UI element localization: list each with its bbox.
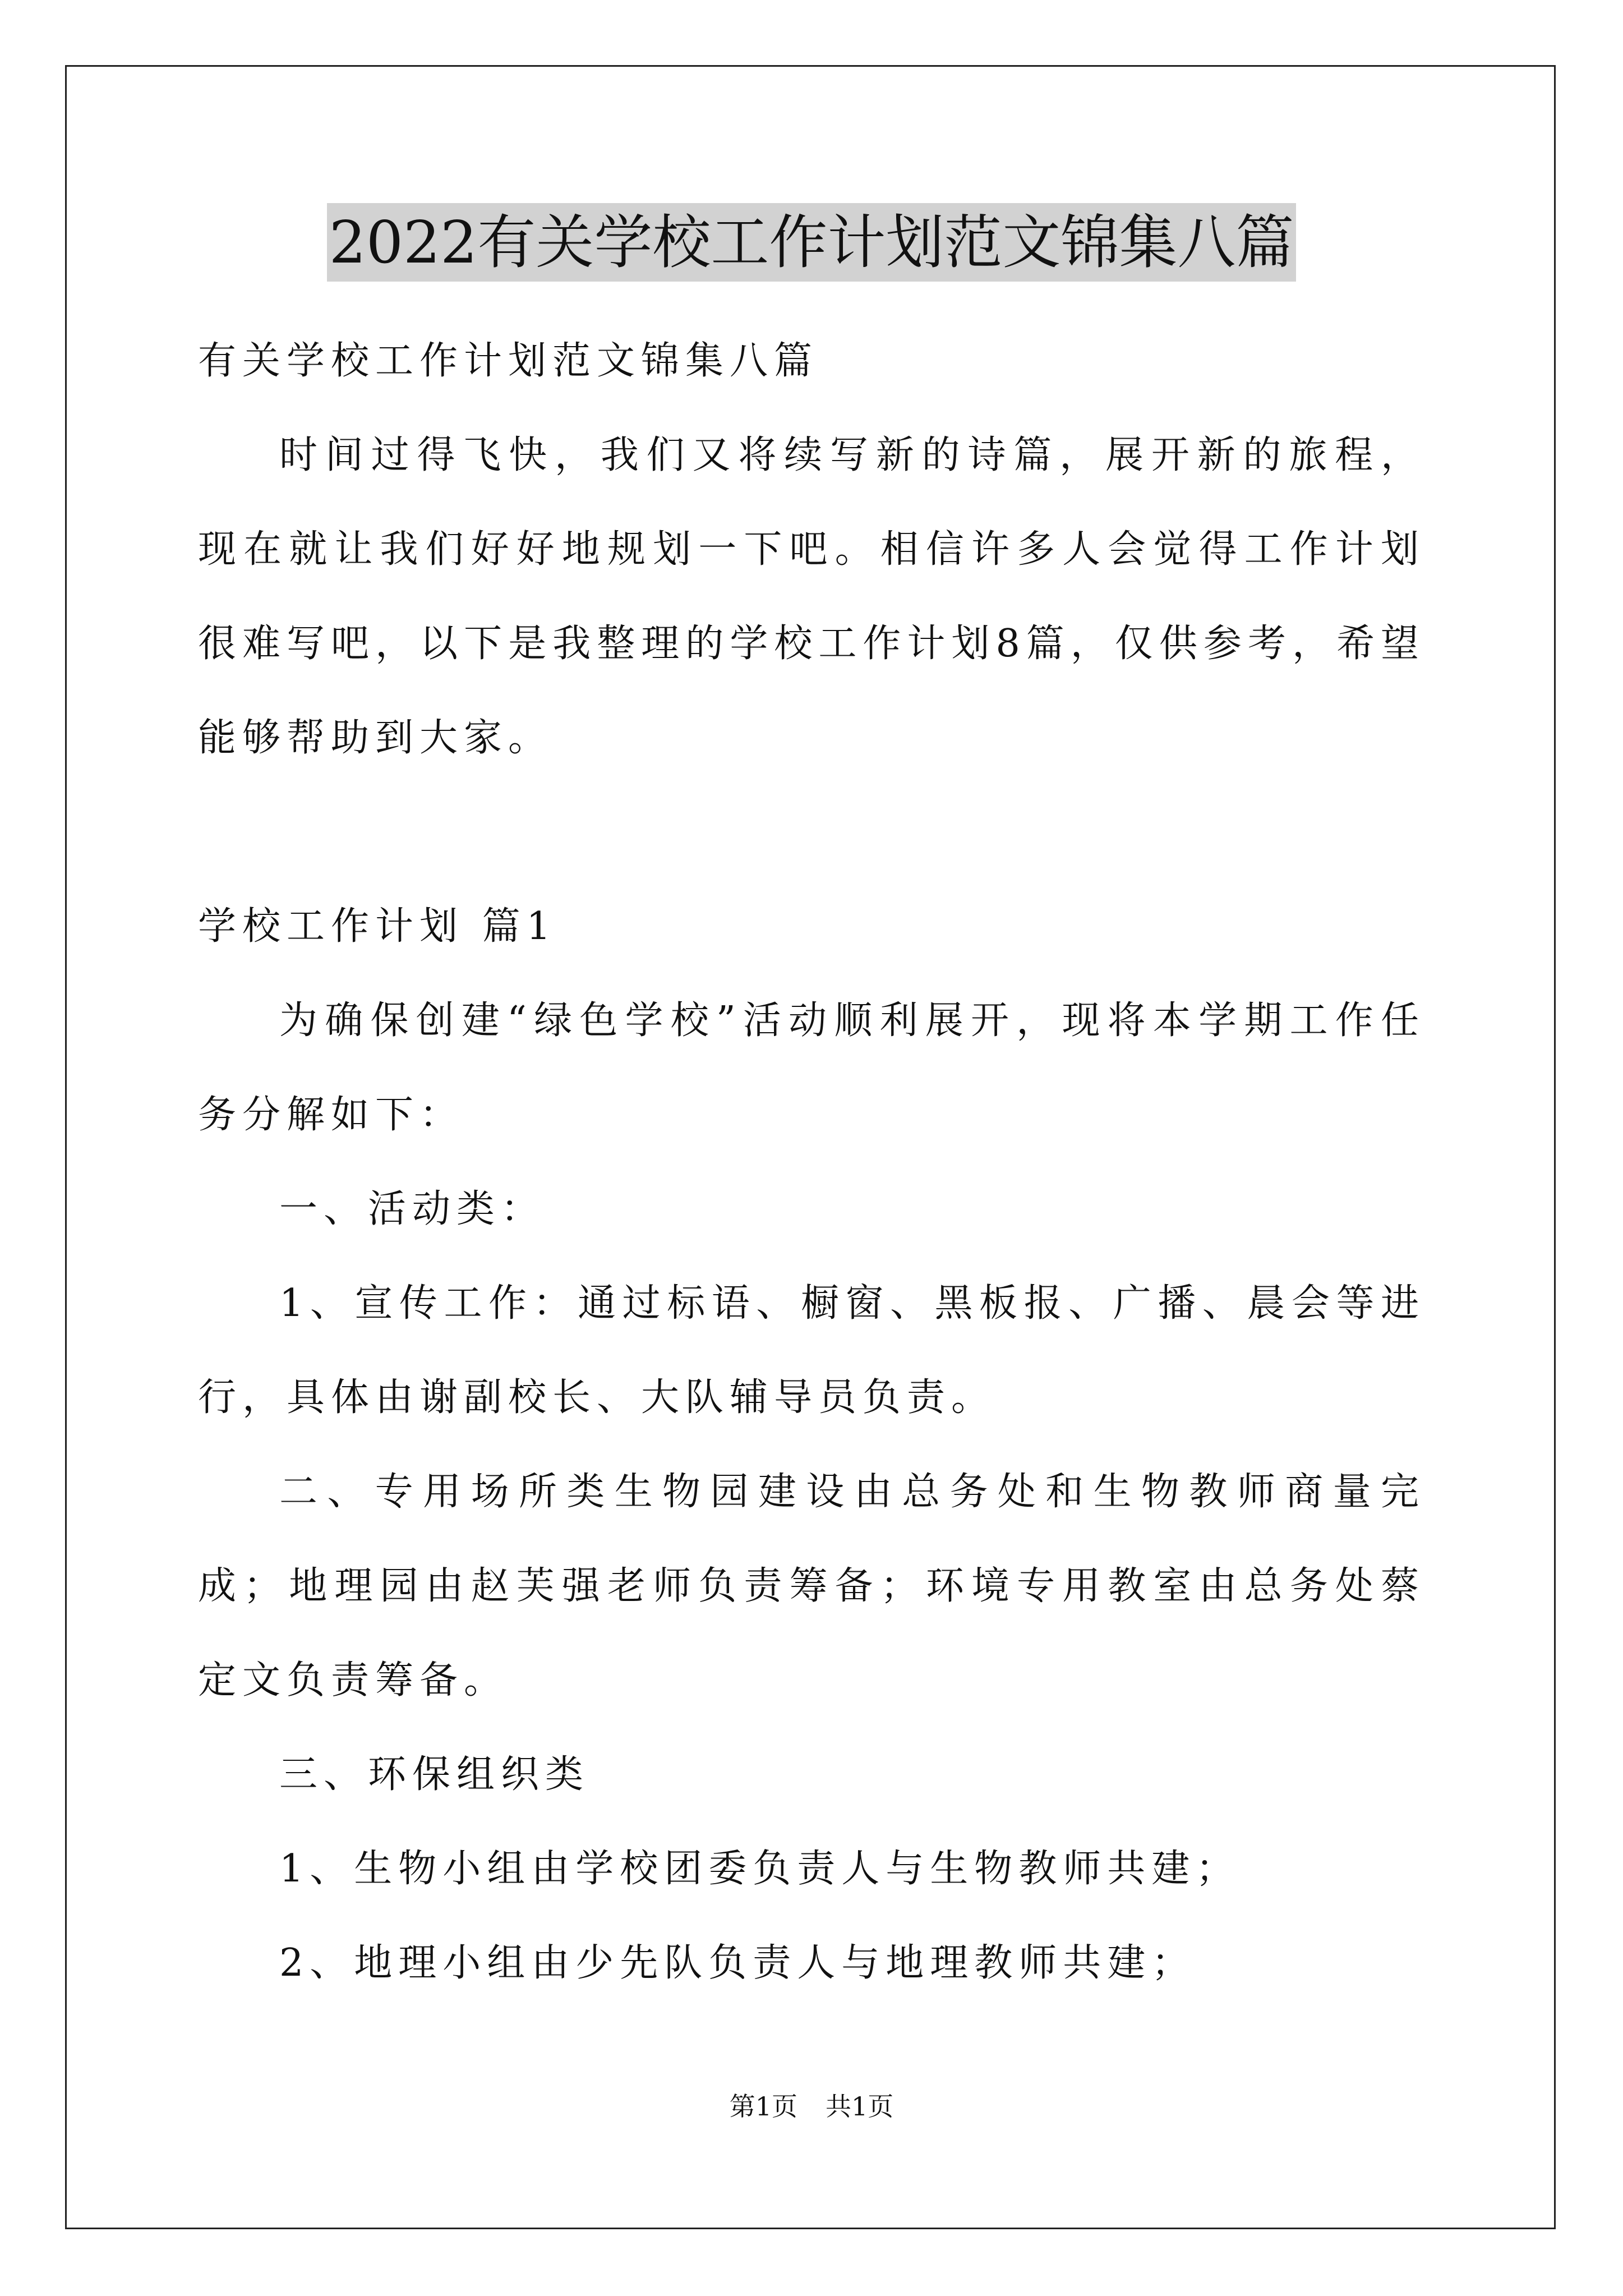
- section-heading: 学校工作计划 篇1: [198, 904, 557, 949]
- body-paragraph: 为确保创建“绿色学校”活动顺利展开，现将本学期工作任务分解如下：: [198, 999, 1425, 1137]
- body-paragraph: 一、活动类：: [279, 1187, 546, 1231]
- body-paragraph: 三、环保组织类: [279, 1752, 590, 1797]
- body-paragraph: 1、生物小组由学校团委负责人与生物教师共建；: [279, 1847, 1241, 1891]
- document-body: [198, 314, 1425, 2010]
- body-paragraph: 1、宣传工作：通过标语、橱窗、黑板报、广播、晨会等进行，具体由谢副校长、大队辅导员负责。: [198, 1281, 1425, 1420]
- document-subtitle: 有关学校工作计划范文锦集八篇: [198, 339, 819, 383]
- intro-paragraph: 时间过得飞快，我们又将续写新的诗篇，展开新的旅程，现在就让我们好好地规划一下吧。相信许多人会觉得工作计划很难写吧，以下是我整理的学校工作计划8篇，仅供参考，希望能够帮助到大家。: [198, 433, 1425, 760]
- page-number-current: 第1页: [729, 2091, 797, 2122]
- blank-line: [198, 785, 1425, 880]
- body-paragraph: 二、专用场所类生物园建设由总务处和生物教师商量完成；地理园由赵芙强老师负责筹备；环境专用教室由总务处蔡定文负责筹备。: [198, 1470, 1425, 1703]
- page-number-total: 共1页: [826, 2091, 894, 2122]
- body-paragraph: 2、地理小组由少先队负责人与地理教师共建；: [279, 1941, 1196, 1985]
- title-container: [0, 203, 1623, 282]
- page-footer: [0, 2090, 1623, 2123]
- document-title: 2022有关学校工作计划范文锦集八篇: [327, 203, 1297, 282]
